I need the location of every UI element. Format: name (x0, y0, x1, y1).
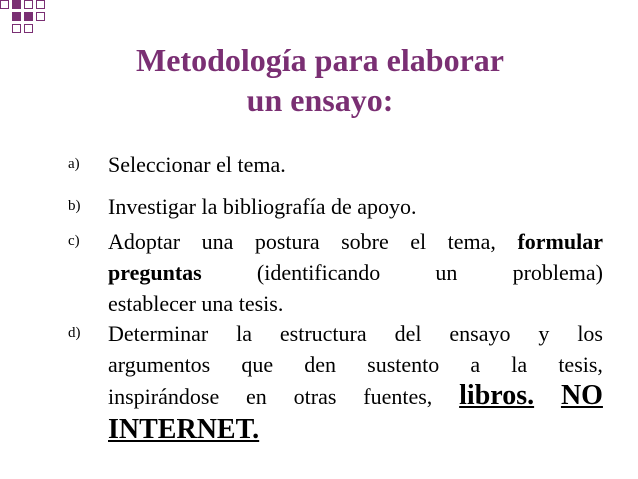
item-b-line: Investigar la bibliografía de apoyo. (108, 194, 417, 219)
emphasis-no: NO (560, 380, 603, 411)
list-item-text (108, 318, 603, 449)
list-item-text (108, 191, 603, 222)
word: fuentes, (363, 384, 433, 409)
list-marker: c) (68, 233, 80, 249)
word: argumentos (108, 352, 211, 377)
word: (identificando (256, 260, 381, 285)
word: problema) (512, 260, 603, 285)
list-marker: a) (68, 156, 80, 172)
word: a (470, 352, 481, 377)
item-d-line-3 (108, 380, 603, 412)
word: Determinar (108, 321, 209, 346)
item-d-line-2 (108, 349, 603, 380)
word: inspirándose (108, 384, 220, 409)
word: otras (293, 384, 337, 409)
word: la (511, 352, 528, 377)
bold-word: formular (517, 229, 603, 254)
word: tema, (447, 229, 496, 254)
word: la (236, 321, 252, 346)
title-line-1: Metodología para elaborar (136, 42, 504, 78)
bold-word: preguntas (108, 260, 202, 285)
word: tesis, (558, 352, 603, 377)
item-a-line: Seleccionar el tema. (108, 152, 286, 177)
word: estructura (279, 321, 367, 346)
word: los (577, 321, 603, 346)
item-c-line-3: establecer una tesis. (108, 291, 284, 316)
word: Adoptar (108, 229, 181, 254)
emphasis-libros: libros. (459, 380, 535, 411)
item-d-line-4 (108, 412, 603, 449)
list-marker: d) (68, 325, 81, 341)
item-c-line-1 (108, 226, 603, 257)
word: una (201, 229, 234, 254)
list-item-text (108, 149, 603, 180)
word: en (246, 384, 267, 409)
title-line-2: un ensayo: (246, 82, 394, 118)
word: sobre (341, 229, 389, 254)
word: den (304, 352, 337, 377)
word: sustento (367, 352, 440, 377)
emphasis-internet: INTERNET. (108, 414, 260, 445)
word: del (394, 321, 422, 346)
word: que (241, 352, 274, 377)
word: un (435, 260, 458, 285)
list-item-text (108, 226, 603, 319)
item-d-line-1 (108, 318, 603, 349)
word: postura (254, 229, 320, 254)
word: y (538, 321, 550, 346)
word: el (410, 229, 427, 254)
word: ensayo (449, 321, 511, 346)
item-c-line-2 (108, 257, 603, 288)
list-marker: b) (68, 198, 81, 214)
